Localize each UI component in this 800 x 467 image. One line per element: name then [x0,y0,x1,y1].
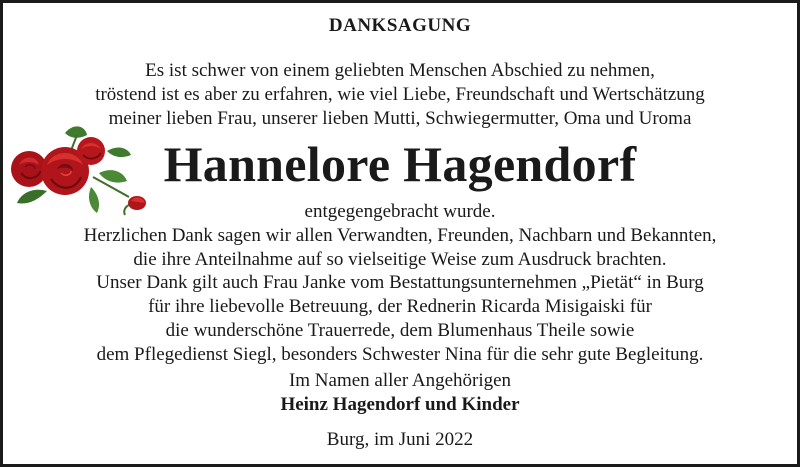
closing-block [3,369,797,417]
thanks-line: entgegengebracht wurde. [304,201,496,222]
intro-line: Es ist schwer von einem geliebten Menschen Abschied zu nehmen, [145,60,655,81]
deceased-name: Hannelore Hagendorf [163,136,637,192]
thanks-line: die ihre Anteilnahme auf so vielseitige Weise zum Ausdruck brachten. [133,248,667,270]
thanks-line: dem Pflegedienst Siegl, besonders Schwester Nina für die sehr gute Begleitung. [96,343,704,365]
signer-name: Heinz Hagendorf und Kinder [280,394,520,415]
place-date: Burg, im Juni 2022 [326,429,474,450]
thanks-line: Unser Dank gilt auch Frau Janke vom Bestattungsunternehmen „Pietät“ in Burg [96,272,704,294]
intro-line: tröstend ist es aber zu erfahren, wie viel Liebe, Freundschaft und Wertschätzung [95,84,705,105]
intro-line: meiner lieben Frau, unserer lieben Mutti, Schwiegermutter, Oma und Uroma [108,108,692,129]
notice-heading: DANKSAGUNG [328,15,472,36]
closing-line: Im Namen aller Angehörigen [288,370,512,391]
thanks-line: die wunderschöne Trauerrede, dem Blumenhaus Theile sowie [165,319,635,341]
thanks-line: für ihre liebevolle Betreuung, der Rednerin Ricarda Misigaiski für [148,296,652,318]
thanks-line: Herzlichen Dank sagen wir allen Verwandten, Freunden, Nachbarn und Bekannten, [83,224,717,246]
thanks-text [3,200,797,367]
intro-text [3,59,797,131]
